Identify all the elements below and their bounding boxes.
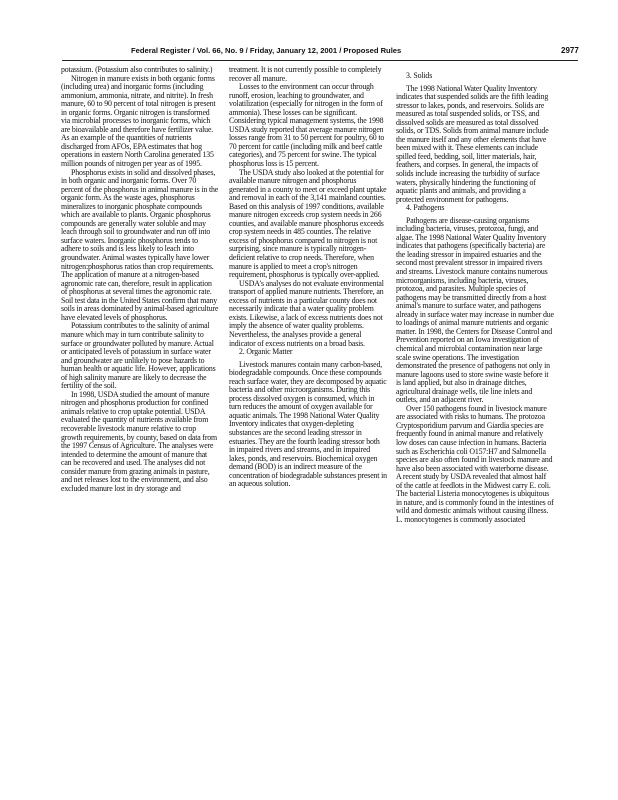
paragraph: Livestock manures contain many carbon-based, biodegradable compounds. Once these compounds reach surface water, they are decomposed by aquatic bacteria and other microorganisms. During this process dissolved oxygen is consumed, which in turn reduces the amount of oxygen available for aquatic animals. The 1998 National Water Quality Inventory indicates that oxygen-depleting substances are the second leading stressor in estuaries. They are the fourth leading stressor both in impaired rivers and streams, and in impaired lakes, ponds, and reservoirs. Biochemical oxygen demand (BOD) is an indirect measure of the concentration of biodegradable substances present in an aqueous solution. xyxy=(229,359,387,489)
paragraph: Phosphorus exists in solid and dissolved phases, in both organic and inorganic forms. Over 70 percent of the phosphorus in animal manure is in the organic form. As the waste ages, phosphorus mineralizes to inorganic phosphate compounds which are available to plants. Organic phosphorus compounds are generally water soluble and may leach through soil to groundwater and run off into surface waters. Inorganic phosphorus tends to adhere to soils and is less likely to leach into groundwater. Animal wastes typically have lower nitrogen:phosphorus ratios than crop requirements. The application of manure at a nitrogen-based agronomic rate can, therefore, result in application of phosphorus at several times the agronomic rate. Soil test data in the United States confirm that many soils in areas dominated by animal-based agriculture have elevated levels of phosphorus. xyxy=(61,167,219,322)
column-1 xyxy=(61,66,219,756)
paragraph: Potassium contributes to the salinity of animal manure which may in turn contribute salinity to surface or groundwater polluted by manure. Actual or anticipated levels of potassium in surface water and groundwater are unlikely to pose hazards to human health or aquatic life. However, applications of high salinity manure are likely to decrease the fertility of the soil. xyxy=(61,321,216,391)
paragraph: In 1998, USDA studied the amount of manure nitrogen and phosphorus production for confined animals relative to crop uptake potential. USDA evaluated the quantity of nutrients available from recoverable livestock manure relative to crop growth requirements, by county, based on data from the 1997 Census of Agriculture. The analyses were intended to determine the amount of manure that can be recovered and used. The analyses did not consider manure from grazing animals in pasture, and net releases lost to the environment, and also excluded manure lost in dry storage and xyxy=(61,389,218,493)
section-heading: 3. Solids xyxy=(406,71,433,80)
page-header xyxy=(0,46,618,58)
column-2 xyxy=(229,66,387,756)
paragraph: treatment. It is not currently possible to completely recover all manure. xyxy=(229,66,382,83)
page-number: 2977 xyxy=(561,46,579,55)
running-head: Federal Register / Vol. 66, No. 9 / Friday, January 12, 2001 / Proposed Rules xyxy=(131,46,402,55)
paragraph: Over 150 pathogens found in livestock manure are associated with risks to humans. The protozoa Cryptosporidium parvum and Giardia species are frequently found in animal manure and relatively low doses can cause infection in humans. Bacteria such as Escherichia coli O157:H7 and Salmonella species are also often found in livestock manure and have also been associated with waterborne disease. A recent study by USDA revealed that almost half of the cattle at feedlots in the Midwest carry E. coli. The bacterial Listeria monocytogenes is ubiquitous in nature, and is commonly found in the intestines of wild and domestic animals without causing illness. L. monocytogenes is commonly associated xyxy=(396,403,554,524)
paragraph: Nitrogen in manure exists in both organic forms (including urea) and inorganic forms (including ammonium, ammonia, nitrate, and nitrite). In fresh manure, 60 to 90 percent of total nitrogen is present in organic forms. Organic nitrogen is transformed via microbial processes to inorganic forms, which are bioavailable and therefore have fertilizer value. As an example of the quantities of nutrients discharged from AFOs, EPA estimates that hog operations in eastern North Carolina generated 135 million pounds of nitrogen per year as of 1995. xyxy=(61,73,216,169)
paragraph: Pathogens are disease-causing organisms including bacteria, viruses, protozoa, fungi, and algae. The 1998 National Water Quality Inventory indicates that pathogens (specifically bacteria) are the leading stressor in impaired estuaries and the second most prevalent stressor in impaired rivers and streams. Livestock manure contains numerous microorganisms, including bacteria, viruses, protozoa, and parasites. Multiple species of pathogens may be transmitted directly from a host animal's manure to surface water, and pathogens already in surface water may increase in number due to loadings of animal manure nutrients and organic matter. In 1998, the Centers for Disease Control and Prevention reported on an Iowa investigation of chemical and microbial contamination near large scale swine operations. The investigation demonstrated the presence of pathogens not only in manure lagoons used to store swine waste before it is land applied, but also in drainage ditches, agricultural drainage wells, tile line inlets and outlets, and an adjacent river. xyxy=(396,215,554,405)
section-heading: 2. Organic Matter xyxy=(239,347,293,357)
paragraph: The USDA study also looked at the potential for available manure nitrogen and phosphorus generated in a county to meet or exceed plant uptake and removal in each of the 3,141 mainland counties. Based on this analysis of 1997 conditions, available manure nitrogen exceeds crop system needs in 266 counties, and available manure phosphorus exceeds crop system needs in 485 counties. The relative excess of phosphorus compared to nitrogen is not surprising, since manure is typically nitrogen-deficient relative to crop needs. Therefore, when manure is applied to meet a crop's nitrogen requirement, phosphorus is typically over-applied. xyxy=(229,167,387,280)
paragraph: USDA's analyses do not evaluate environmental transport of applied manure nutrients. Therefore, an excess of nutrients in a particular county does not necessarily indicate that a water quality problem exists. Likewise, a lack of excess nutrients does not imply the absence of water quality problems. Nevertheless, the analyses provide a general indicator of excess nutrients on a broad basis. xyxy=(229,278,384,348)
paragraph: The 1998 National Water Quality Inventory indicates that suspended solids are the fifth leading stressor to lakes, ponds, and reservoirs. Solids are measured as total suspended solids, or TSS, and dissolved solids are measured as total dissolved solids, or TDS. Solids from animal manure include the manure itself and any other elements that have been mixed with it. These elements can include spilled feed, bedding, soil, litter materials, hair, feathers, and corpses. In general, the impacts of solids include increasing the turbidity of surface waters, physically hindering the functioning of aquatic plants and animals, and providing a protected environment for pathogens. xyxy=(396,83,549,204)
section-heading: 4. Pathogens xyxy=(406,203,445,213)
paragraph: potassium. (Potassium also contributes to salinity.) xyxy=(61,66,213,74)
paragraph: Losses to the environment can occur through runoff, erosion, leaching to groundwater, and volatilization (especially for nitrogen in the form of ammonia). These losses can be significant. Considering typical management systems, the 1998 USDA study reported that average manure nitrogen losses range from 31 to 50 percent for poultry, 60 to 70 percent for cattle (including milk and beef cattle categories), and 75 percent for swine. The typical phosphorus loss is 15 percent. xyxy=(229,82,385,169)
column-3 xyxy=(396,66,554,756)
header-rule xyxy=(62,60,578,61)
